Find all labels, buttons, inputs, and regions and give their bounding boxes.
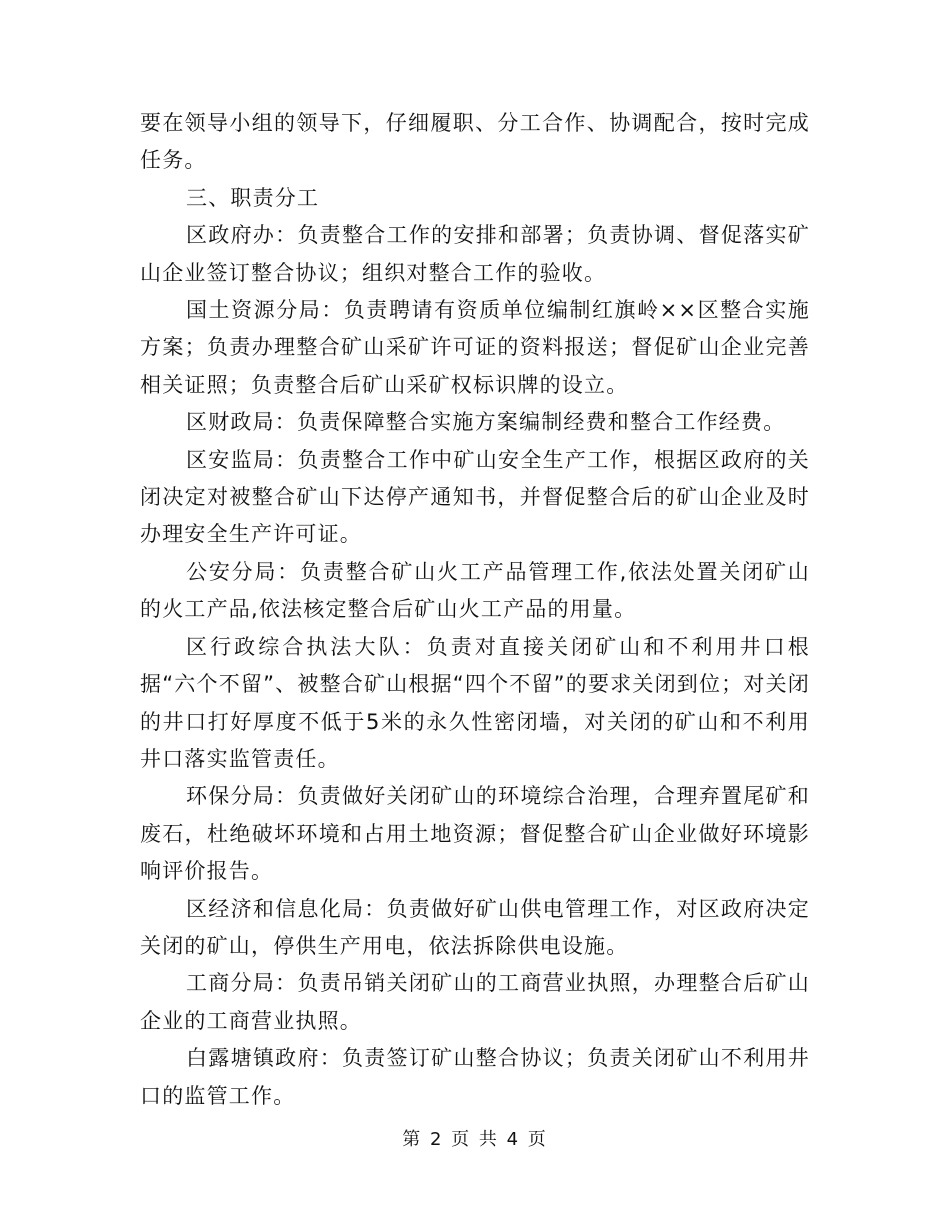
paragraph: 工商分局：负责吊销关闭矿山的工商营业执照，办理整合后矿山企业的工商营业执照。 — [140, 971, 810, 1033]
paragraph: 白露塘镇政府：负责签订矿山整合协议；负责关闭矿山不利用井口的监管工作。 — [140, 1046, 810, 1108]
paragraph: 区经济和信息化局：负责做好矿山供电管理工作，对区政府决定关闭的矿山，停供生产用电，依法拆除供电设施。 — [140, 896, 810, 958]
paragraph: 要在领导小组的领导下，仔细履职、分工合作、协调配合，按时完成任务。 — [140, 111, 810, 173]
paragraph: 区财政局：负责保障整合实施方案编制经费和整合工作经费。 — [186, 410, 786, 435]
paragraph: 国土资源分局：负责聘请有资质单位编制红旗岭××区整合实施方案；负责办理整合矿山采矿许可证的资料报送；督促矿山企业完善相关证照；负责整合后矿山采矿权标识牌的设立。 — [140, 298, 810, 397]
document-body — [140, 105, 810, 1115]
page-footer: 第 2 页 共 4 页 — [402, 1129, 548, 1150]
paragraph: 公安分局：负责整合矿山火工产品管理工作,依法处置关闭矿山的火工产品,依法核定整合后矿山火工产品的用量。 — [140, 559, 810, 622]
paragraph: 环保分局：负责做好关闭矿山的环境综合治理，合理弃置尾矿和废石，杜绝破坏环境和占用土地资源；督促整合矿山企业做好环境影响评价报告。 — [140, 784, 810, 884]
section-heading: 三、职责分工 — [186, 185, 320, 210]
paragraph: 区政府办：负责整合工作的安排和部署；负责协调、督促落实矿山企业签订整合协议；组织对整合工作的验收。 — [140, 223, 810, 285]
paragraph: 区行政综合执法大队：负责对直接关闭矿山和不利用井口根据“六个不留”、被整合矿山根据“四个不留”的要求关闭到位；对关闭的井口打好厚度不低于5米的永久性密闭墙，对关闭的矿山和不利用井口落实监管责任。 — [140, 634, 810, 771]
paragraph: 区安监局：负责整合工作中矿山安全生产工作，根据区政府的关闭决定对被整合矿山下达停产通知书，并督促整合后的矿山企业及时办理安全生产许可证。 — [140, 447, 810, 547]
